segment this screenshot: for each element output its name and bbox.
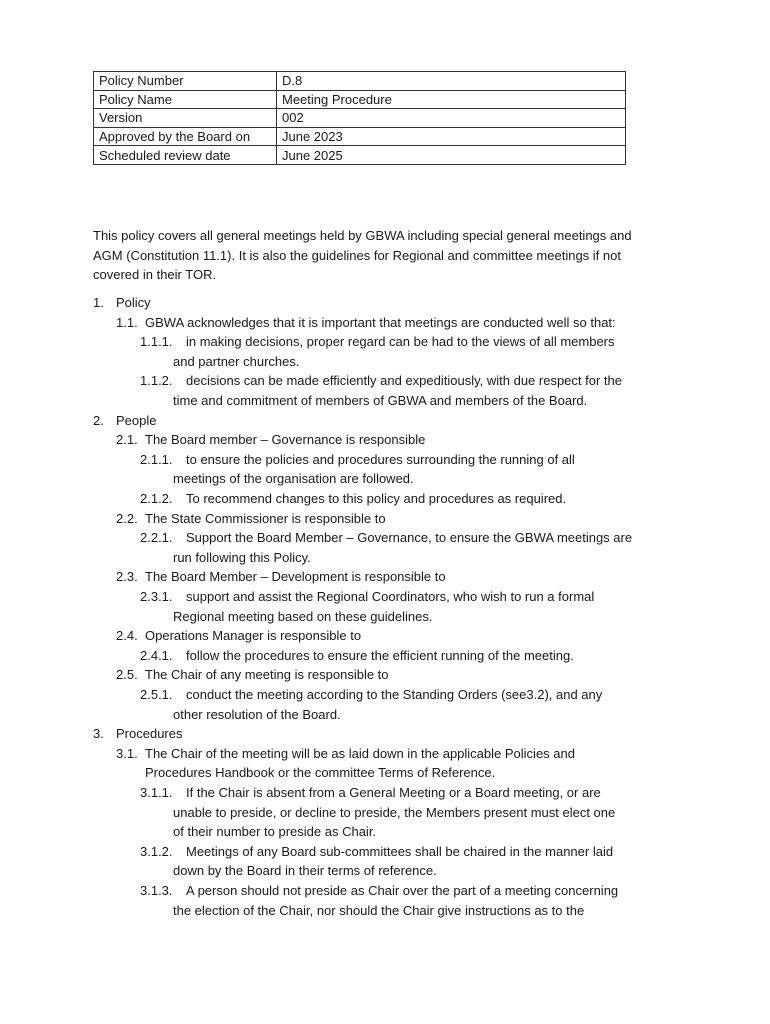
outline-text: To recommend changes to this policy and procedures as required. <box>186 491 567 506</box>
outline-number: 2.1. <box>116 432 138 448</box>
intro-paragraph <box>93 226 693 285</box>
outline-text: Meetings of any Board sub-committees shall be chaired in the manner laid <box>186 843 614 859</box>
table-label: Scheduled review date <box>94 146 277 165</box>
outline-number: 1.1. <box>116 314 138 330</box>
outline-text: decisions can be made efficiently and expeditiously, with due respect for the <box>186 373 622 389</box>
outline-text: to ensure the policies and procedures surrounding the running of all <box>186 451 575 467</box>
outline-number: 1. <box>93 295 104 310</box>
outline-text: Procedures Handbook or the committee Terms of Reference. <box>145 765 496 781</box>
outline-text: Regional meeting based on these guidelines. <box>173 608 433 624</box>
outline-text: down by the Board in their terms of reference. <box>173 863 437 879</box>
table-label: Policy Name <box>94 90 277 109</box>
table-label: Version <box>94 109 277 128</box>
outline-text: other resolution of the Board. <box>173 706 341 722</box>
outline-number: 1.1.1. <box>140 334 173 350</box>
outline-text: time and commitment of members of GBWA and members of the Board. <box>173 393 588 408</box>
outline-text: A person should not preside as Chair over the part of a meeting concerning <box>186 883 619 898</box>
table-label: Policy Number <box>94 72 277 91</box>
table-label: Approved by the Board on <box>94 127 277 146</box>
outline-text: Procedures <box>116 726 183 742</box>
outline-text: People <box>116 412 157 428</box>
outline-text: Operations Manager is responsible to <box>145 628 362 644</box>
outline-number: 3.1.2. <box>140 843 173 859</box>
table-row <box>94 146 626 165</box>
outline-text: GBWA acknowledges that it is important that meetings are conducted well so that: <box>145 314 616 330</box>
table-value: D.8 <box>277 72 626 91</box>
outline-text: the election of the Chair, nor should the Chair give instructions as to the <box>173 902 585 918</box>
outline-text: The Chair of any meeting is responsible to <box>145 667 389 683</box>
outline-text: If the Chair is absent from a General Meeting or a Board meeting, or are <box>186 785 601 800</box>
table-row <box>94 109 626 128</box>
outline-text: meetings of the organisation are followed. <box>173 471 414 487</box>
intro-line: covered in their TOR. <box>93 267 217 283</box>
outline-text: Policy <box>116 295 151 310</box>
outline-number: 2.4. <box>116 628 138 644</box>
outline-text: unable to preside, or decline to preside, the Members present must elect one <box>173 804 616 820</box>
outline-text: The Chair of the meeting will be as laid down in the applicable Policies and <box>145 745 575 761</box>
outline-number: 2.5.1. <box>140 687 173 702</box>
outline-number: 3.1.1. <box>140 785 173 800</box>
outline-number: 2.2. <box>116 510 138 526</box>
table-value: 002 <box>277 109 626 128</box>
intro-line: This policy covers all general meetings held by GBWA including special general meetings and <box>93 228 632 243</box>
outline-text: conduct the meeting according to the Standing Orders (see3.2), and any <box>186 687 603 702</box>
outline-text: The State Commissioner is responsible to <box>145 510 386 526</box>
outline-number: 2.4.1. <box>140 647 173 663</box>
table-value: Meeting Procedure <box>277 90 626 109</box>
outline-text: support and assist the Regional Coordinators, who wish to run a formal <box>186 589 595 604</box>
outline-number: 2.1.2. <box>140 491 173 506</box>
table-value: June 2023 <box>277 127 626 146</box>
outline-text: of their number to preside as Chair. <box>173 824 377 840</box>
outline-number: 3. <box>93 726 104 742</box>
outline-text: The Board member – Governance is responsible <box>145 432 426 448</box>
outline-text: in making decisions, proper regard can be had to the views of all members <box>186 334 615 350</box>
outline-text: follow the procedures to ensure the efficient running of the meeting. <box>186 647 574 663</box>
outline-number: 2. <box>93 412 104 428</box>
table-row <box>94 90 626 109</box>
outline-number: 1.1.2. <box>140 373 173 389</box>
outline-number: 2.3.1. <box>140 589 173 604</box>
outline-number: 3.1.3. <box>140 883 173 898</box>
outline-number: 2.5. <box>116 667 138 683</box>
outline-number: 2.2.1. <box>140 530 173 546</box>
policy-info-table <box>93 71 626 165</box>
table-row <box>94 72 626 91</box>
table-row <box>94 127 626 146</box>
outline-number: 2.3. <box>116 569 138 585</box>
outline-text: The Board Member – Development is responsible to <box>145 569 446 585</box>
outline-text: Support the Board Member – Governance, to ensure the GBWA meetings are <box>186 530 633 546</box>
outline-number: 2.1.1. <box>140 451 173 467</box>
outline-number: 3.1. <box>116 745 138 761</box>
outline-text: and partner churches. <box>173 353 300 369</box>
intro-line: AGM (Constitution 11.1). It is also the guidelines for Regional and committee meetings if not <box>93 247 621 263</box>
table-value: June 2025 <box>277 146 626 165</box>
outline-text: run following this Policy. <box>173 549 311 565</box>
